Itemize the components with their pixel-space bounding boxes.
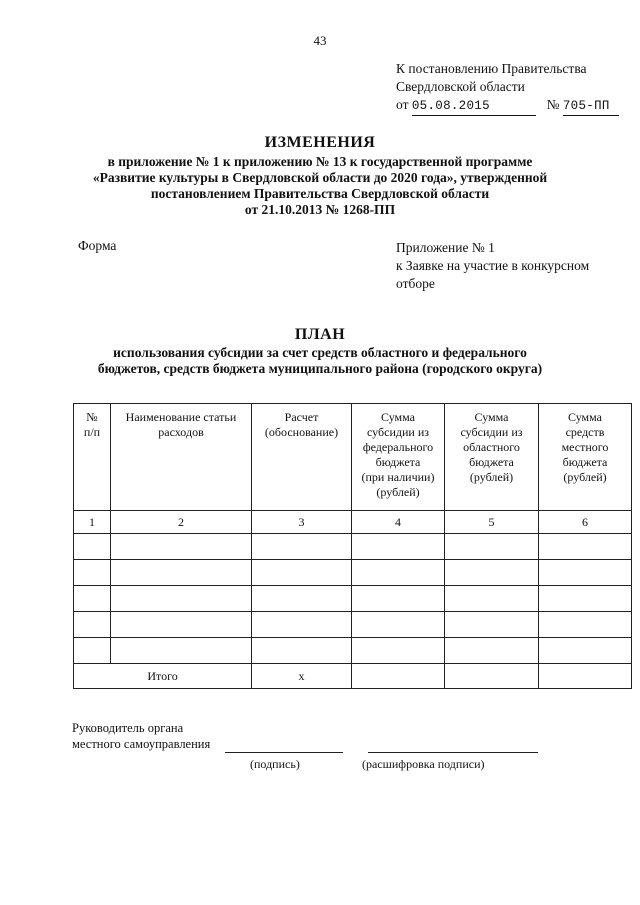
- table-cell[interactable]: [111, 638, 252, 664]
- table-cell[interactable]: [352, 586, 445, 612]
- table-cell[interactable]: [445, 534, 539, 560]
- table-row: [74, 586, 632, 612]
- table-cell[interactable]: [445, 612, 539, 638]
- header-cell-local: Сумма средств местного бюджета (рублей): [539, 404, 632, 511]
- appendix-reference: [396, 239, 589, 293]
- table-cell[interactable]: [539, 612, 632, 638]
- table-cell[interactable]: [111, 534, 252, 560]
- table-cell[interactable]: [352, 638, 445, 664]
- table-cell[interactable]: [74, 586, 111, 612]
- table-cell[interactable]: [539, 534, 632, 560]
- table-cell[interactable]: [445, 586, 539, 612]
- table-row: [74, 638, 632, 664]
- signature-line-1: Руководитель органа: [72, 721, 184, 735]
- reference-number-label: №: [546, 97, 560, 112]
- signature-caption: (подпись): [250, 757, 300, 771]
- total-regional-cell[interactable]: [445, 664, 539, 689]
- reference-number: 705-ПП: [563, 97, 619, 116]
- table-cell[interactable]: [111, 560, 252, 586]
- plan-heading: ПЛАН: [294, 326, 346, 343]
- column-number-cell: 1: [74, 511, 111, 534]
- title-line-1: в приложение № 1 к приложению № 13 к государственной программе: [107, 154, 533, 169]
- signature-decode-field[interactable]: [368, 752, 538, 753]
- table-row: [74, 560, 632, 586]
- appendix-line-1: Приложение № 1: [396, 240, 495, 255]
- appendix-line-2: к Заявке на участие в конкурсном: [396, 258, 590, 273]
- plan-line-1: использования субсидии за счет средств областного и федерального: [113, 345, 527, 360]
- plan-line-2: бюджетов, средств бюджета муниципального района (городского округа): [97, 361, 543, 376]
- decree-reference: [396, 60, 619, 116]
- title-line-3: постановлением Правительства Свердловской области: [150, 186, 490, 201]
- table-cell[interactable]: [352, 534, 445, 560]
- table-cell[interactable]: [74, 638, 111, 664]
- table-cell[interactable]: [539, 638, 632, 664]
- table-cell[interactable]: [445, 638, 539, 664]
- table-cell[interactable]: [252, 534, 352, 560]
- table-cell[interactable]: [74, 534, 111, 560]
- header-cell-number: № п/п: [74, 404, 111, 511]
- total-row: [74, 664, 632, 689]
- total-local-cell[interactable]: [539, 664, 632, 689]
- document-title: [0, 134, 640, 218]
- page-number: 43: [313, 33, 327, 48]
- table-cell[interactable]: [352, 560, 445, 586]
- table-cell[interactable]: [252, 612, 352, 638]
- total-federal-cell[interactable]: [352, 664, 445, 689]
- column-number-cell: 5: [445, 511, 539, 534]
- header-cell-federal: Сумма субсидии из федерального бюджета (при наличии) (рублей): [352, 404, 445, 511]
- table-cell[interactable]: [252, 638, 352, 664]
- column-number-cell: 2: [111, 511, 252, 534]
- table-cell[interactable]: [352, 612, 445, 638]
- reference-date: 05.08.2015: [412, 97, 536, 116]
- total-label: Итого: [74, 664, 252, 689]
- table-row: [74, 534, 632, 560]
- signature-field[interactable]: [225, 752, 343, 753]
- table-cell[interactable]: [252, 586, 352, 612]
- total-calculation-cell: x: [252, 664, 352, 689]
- reference-from-label: от: [396, 97, 409, 112]
- title-line-4: от 21.10.2013 № 1268-ПП: [244, 202, 396, 217]
- column-number-cell: 3: [252, 511, 352, 534]
- title-heading: ИЗМЕНЕНИЯ: [264, 134, 376, 151]
- signature-block: [72, 720, 210, 752]
- reference-line-2: Свердловской области: [396, 79, 525, 94]
- reference-line-1: К постановлению Правительства: [396, 61, 587, 76]
- signature-line-2: местного самоуправления: [72, 737, 211, 751]
- table-cell[interactable]: [445, 560, 539, 586]
- signature-decode-caption: (расшифровка подписи): [362, 757, 485, 771]
- table-cell[interactable]: [74, 612, 111, 638]
- table-cell[interactable]: [539, 586, 632, 612]
- header-cell-item-name: Наименование статьи расходов: [111, 404, 252, 511]
- reference-date-line: [396, 96, 619, 116]
- table-cell[interactable]: [74, 560, 111, 586]
- table-cell[interactable]: [111, 612, 252, 638]
- subsidy-plan-table: [73, 403, 632, 689]
- table-cell[interactable]: [539, 560, 632, 586]
- plan-title: [0, 326, 640, 377]
- title-line-2: «Развитие культуры в Свердловской области до 2020 года», утвержденной: [92, 170, 548, 185]
- header-cell-calculation: Расчет (обоснование): [252, 404, 352, 511]
- appendix-line-3: отборе: [396, 276, 435, 291]
- table-header-row: [74, 404, 632, 511]
- table-row: [74, 612, 632, 638]
- column-number-cell: 6: [539, 511, 632, 534]
- column-number-cell: 4: [352, 511, 445, 534]
- column-number-row: [74, 511, 632, 534]
- table-cell[interactable]: [252, 560, 352, 586]
- header-cell-regional: Сумма субсидии из областного бюджета (рублей): [445, 404, 539, 511]
- table-cell[interactable]: [111, 586, 252, 612]
- form-label: Форма: [78, 238, 117, 253]
